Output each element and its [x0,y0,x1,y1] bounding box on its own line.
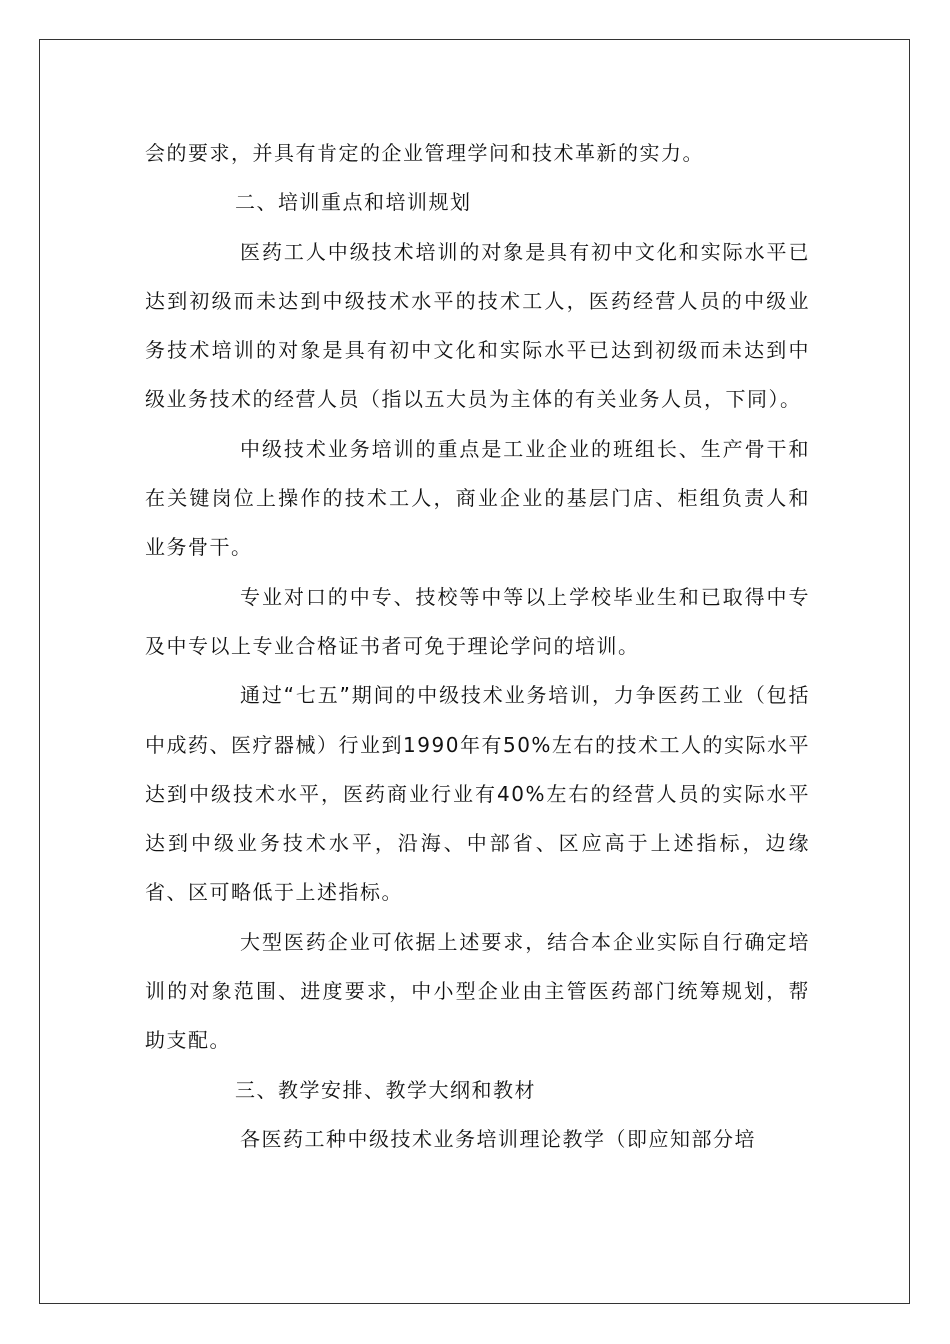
paragraph-continuation: 会的要求，并具有肯定的企业管理学问和技术革新的实力。 [145,141,704,165]
section-heading-3: 三、教学安排、教学大纲和教材 [235,1077,536,1102]
document-body [145,129,810,1164]
section-heading-2: 二、培训重点和培训规划 [235,190,472,215]
paragraph-training-focus: 中级技术业务培训的重点是工业企业的班组长、生产骨干和在关键岗位上操作的技术工人，商业企业的基层门店、柜组负责人和业务骨干。 [145,436,810,560]
paragraph-training-targets: 医药工人中级技术培训的对象是具有初中文化和实际水平已达到初级而未达到中级技术水平的技术工人，医药经营人员的中级业务技术培训的对象是具有初中文化和实际水平已达到初级而未达到中级业务技术的经营人员（指以五大员为主体的有关业务人员，下同）。 [145,239,810,412]
paragraph-teaching: 各医药工种中级技术业务培训理论教学（即应知部分培 [240,1126,756,1151]
paragraph-exemption: 专业对口的中专、技校等中等以上学校毕业生和已取得中专及中专以上专业合格证书者可免于理论学问的培训。 [145,584,810,658]
paragraph-large-enterprises: 大型医药企业可依据上述要求，结合本企业实际自行确定培训的对象范围、进度要求，中小型企业由主管医药部门统筹规划，帮助支配。 [145,929,810,1053]
paragraph-goals: 通过“七五”期间的中级技术业务培训，力争医药工业（包括中成药、医疗器械）行业到1990年有50%左右的技术工人的实际水平达到中级技术水平，医药商业行业有40%左右的经营人员的实际水平达到中级业务技术水平，沿海、中部省、区应高于上述指标，边缘省、区可略低于上述指标。 [145,683,810,905]
